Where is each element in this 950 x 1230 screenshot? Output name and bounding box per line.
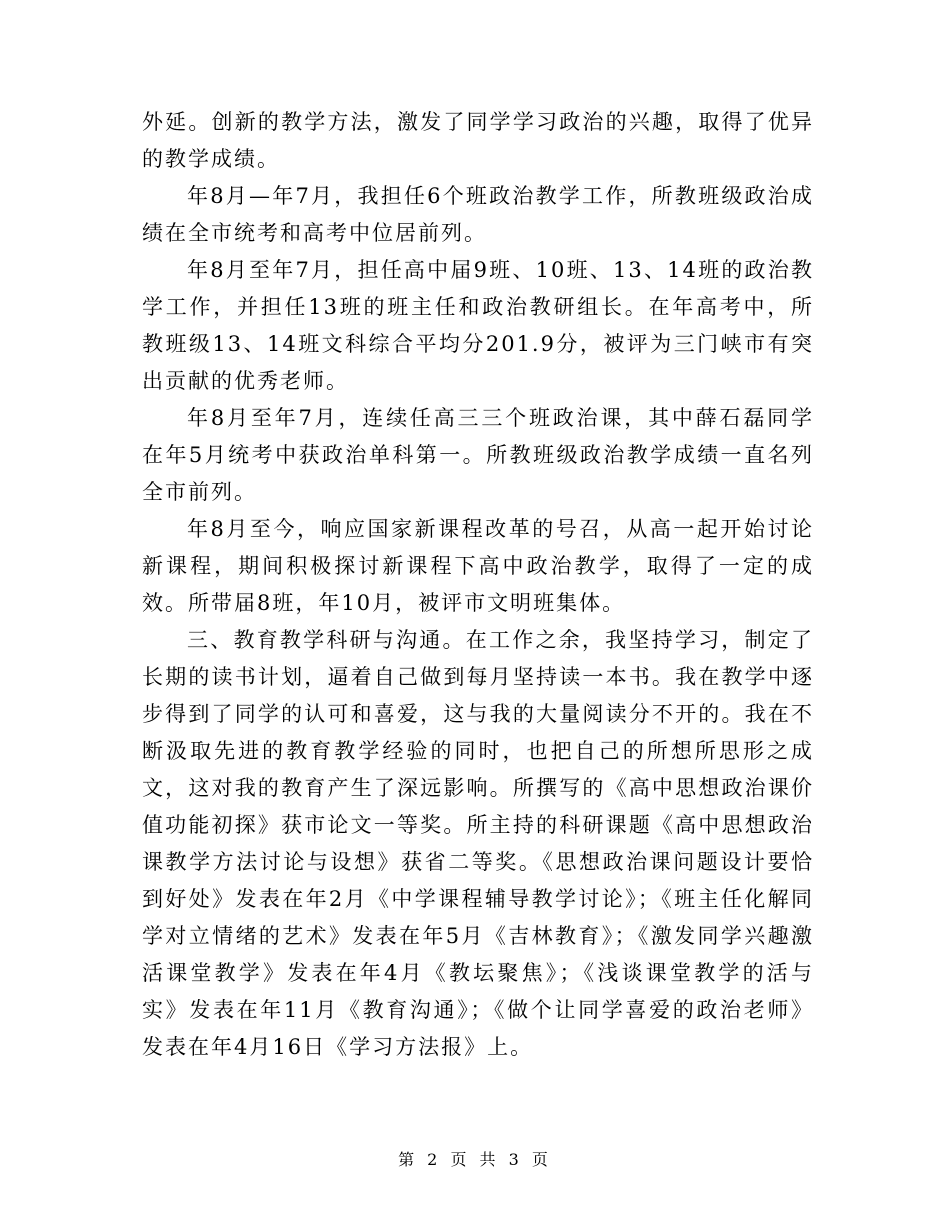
- paragraph-new-curriculum: 年8月至今，响应国家新课程改革的号召，从高一起开始讨论新课程，期间积极探讨新课程下高中政治教学，取得了一定的成效。所带届8班，年10月，被评市文明班集体。: [142, 517, 814, 615]
- paragraph-teaching-six-classes: 年8月—年7月，我担任6个班政治教学工作，所教班级政治成绩在全市统考和高考中位居前列。: [142, 184, 814, 245]
- paragraph-class-teacher: 年8月至年7月，担任高中届9班、10班、13、14班的政治教学工作，并担任13班的班主任和政治教研组长。在年高考中，所教班级13、14班文科综合平均分201.9分，被评为三门峡市有突出贡献的优秀老师。: [142, 258, 814, 393]
- paragraph-research-exchange: 三、教育教学科研与沟通。在工作之余，我坚持学习，制定了长期的读书计划，逼着自己做到每月坚持读一本书。我在教学中逐步得到了同学的认可和喜爱，这与我的大量阅读分不开的。我在不断汲取先进的教育教学经验的同时，也把自己的所想所思形之成文，这对我的教育产生了深远影响。所撰写的《高中思想政治课价值功能初探》获市论文一等奖。所主持的科研课题《高中思想政治课教学方法讨论与设想》获省二等奖。《思想政治课问题设计要恰到好处》发表在年2月《中学课程辅导教学讨论》；《班主任化解同学对立情绪的艺术》发表在年5月《吉林教育》；《激发同学兴趣激活课堂教学》发表在年4月《教坛聚焦》；《浅谈课堂教学的活与实》发表在年11月《教育沟通》；《做个让同学喜爱的政治老师》发表在年4月16日《学习方法报》上。: [142, 628, 814, 1059]
- page-number-footer: 第 2 页 共 3 页: [398, 1150, 552, 1169]
- paragraph-senior-three: 年8月至年7月，连续任高三三个班政治课，其中薛石磊同学在年5月统考中获政治单科第一。所教班级政治教学成绩一直名列全市前列。: [142, 406, 814, 504]
- paragraph-continuation: 外延。创新的教学方法，激发了同学学习政治的兴趣，取得了优异的教学成绩。: [142, 110, 814, 171]
- document-body: [142, 104, 814, 1066]
